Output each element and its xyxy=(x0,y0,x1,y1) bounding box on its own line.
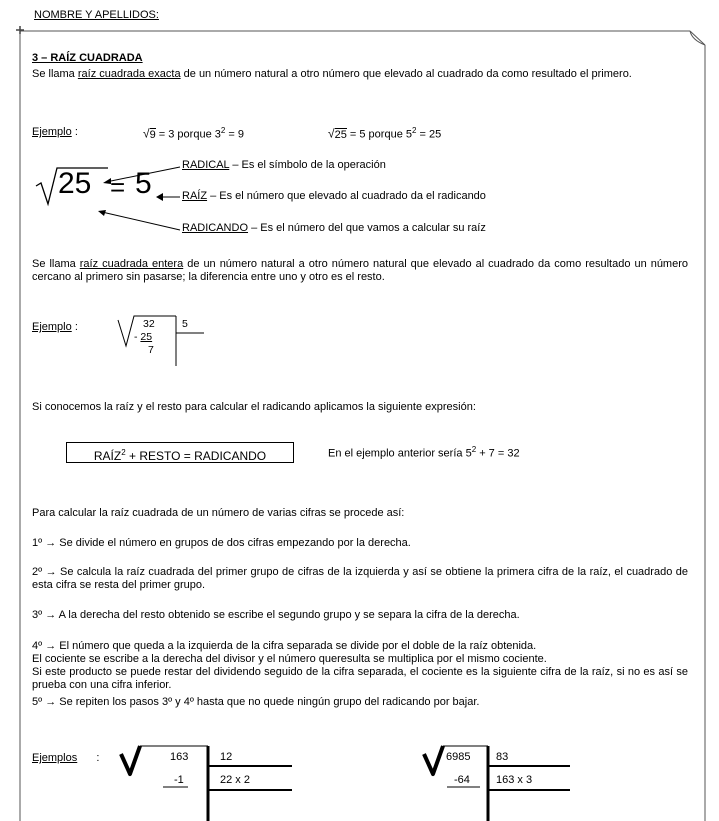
ex3-left-radicand: 163 xyxy=(170,751,189,763)
step-4-cont-2: Si este producto se puede restar del dividendo seguido de la cifra separada, el cociente es la siguiente cifra de la raíz, si no es así se prueba con una cifra inferior. xyxy=(32,666,688,691)
example2-label: Ejemplo xyxy=(32,321,72,333)
step-4: 4º → El número que queda a la izquierda de la cifra separada se divide por el doble de la raíz obtenida. xyxy=(32,640,537,652)
formula-example: En el ejemplo anterior sería $5^2 + 7 = 32$ xyxy=(328,445,520,460)
raiz-label: RAÍZ – Es el número que elevado al cuadrado da el radicando xyxy=(182,190,486,202)
ex3-right-radicand: 6985 xyxy=(446,751,471,763)
examples3-label: Ejemplos xyxy=(32,752,78,764)
example1-b: √25 = 5 porque $5^2 = 25$ xyxy=(328,126,442,141)
example2-root: 5 xyxy=(182,318,188,330)
step-2: 2º → Se calcula la raíz cuadrada del primer grupo de cifras de la izquierda y así se obtiene la primera cifra de la raíz, el cuadrado de esta cifra se resta del primer grupo. xyxy=(32,566,688,591)
ex3-right-calc: 163 x 3 xyxy=(496,774,533,786)
example1-a: √9 = 3 porque $3^2 = 9$ xyxy=(143,126,244,141)
formula-box: $RAÍZ^2$ + RESTO = RADICANDO xyxy=(66,442,294,463)
ex3-left-calc: 22 x 2 xyxy=(220,774,250,786)
ex3-left-sub: -1 xyxy=(174,774,184,786)
definition-integer: Se llama raíz cuadrada entera de un número natural a otro número natural que elevado al cuadrado da como resultado un número cercano al primero sin pasarse; la diferencia entre uno y otro es el resto. xyxy=(32,258,688,283)
section-title: 3 – RAÍZ CUADRADA xyxy=(32,52,143,64)
method-intro: Para calcular la raíz cuadrada de un número de varias cifras se procede así: xyxy=(32,507,405,519)
definition-exact: Se llama raíz cuadrada exacta de un número natural a otro número que elevado al cuadrado da como resultado el primero. xyxy=(32,68,632,80)
diagram-root: 5 xyxy=(135,167,152,200)
example1-label: Ejemplo xyxy=(32,126,72,138)
ex3-left-root: 12 xyxy=(220,751,233,763)
step-3: 3º → A la derecha del resto obtenido se escribe el segundo grupo y se separa la cifra de la derecha. xyxy=(32,609,520,621)
example1: Ejemplo : xyxy=(32,126,78,138)
example2-sub: - 25 xyxy=(134,331,153,343)
radical-label: RADICAL – Es el símbolo de la operación xyxy=(182,159,386,171)
diagram-radicand: 25 xyxy=(58,167,92,200)
step-4-cont-1: El cociente se escribe a la derecha del divisor y el número queresulta se multiplica por el mismo cociente. xyxy=(32,653,547,665)
ex3-right-root: 83 xyxy=(496,751,509,763)
example2-radicand: 32 xyxy=(143,318,155,330)
diagram-equals: = xyxy=(110,172,126,202)
step-5: 5º → Se repiten los pasos 3º y 4º hasta que no quede ningún grupo del radicando por bajar. xyxy=(32,696,480,708)
radicando-label: RADICANDO – Es el número del que vamos a calcular su raíz xyxy=(182,222,486,234)
step-1: 1º → Se divide el número en grupos de dos cifras empezando por la derecha. xyxy=(32,537,411,549)
formula-intro: Si conocemos la raíz y el resto para calcular el radicando aplicamos la siguiente expresión: xyxy=(32,401,476,413)
examples3-label-wrap: Ejemplos : xyxy=(32,752,100,764)
example2-label-wrap: Ejemplo : xyxy=(32,321,78,333)
example2-rest: 7 xyxy=(148,344,154,356)
ex3-right-sub: -64 xyxy=(454,774,470,786)
name-label: NOMBRE Y APELLIDOS: xyxy=(34,9,159,21)
